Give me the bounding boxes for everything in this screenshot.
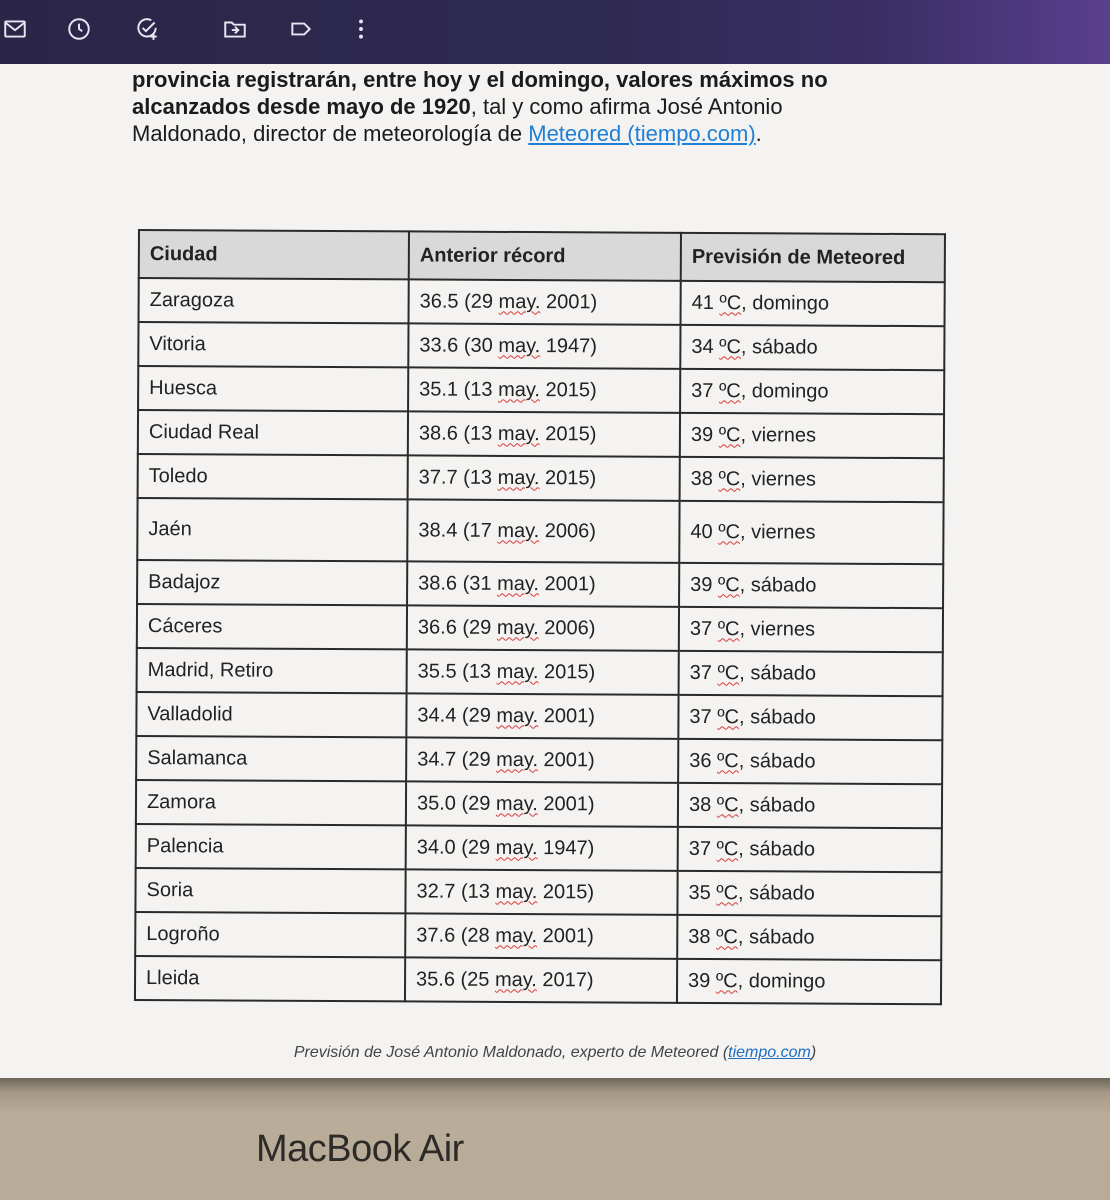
- label-icon[interactable]: [286, 14, 316, 44]
- cell-forecast: [680, 457, 944, 502]
- forecast-value: 37: [689, 617, 718, 640]
- forecast-day: , viernes: [740, 467, 816, 491]
- forecast-value: 38: [688, 793, 717, 816]
- city-name: Palencia: [146, 834, 224, 857]
- cell-record: [407, 499, 679, 562]
- record-year: 2006): [539, 519, 597, 542]
- cell-city: [137, 604, 407, 649]
- email-toolbar: [0, 0, 1110, 64]
- table-row: [136, 692, 942, 740]
- forecast-day: , sábado: [740, 335, 818, 359]
- cell-city: [138, 454, 408, 499]
- cell-record: [406, 825, 678, 870]
- city-name: Logroño: [146, 922, 220, 945]
- cell-record: [409, 279, 681, 324]
- forecast-unit: ºC: [716, 749, 739, 772]
- cell-city: [135, 956, 405, 1001]
- move-to-folder-icon[interactable]: [220, 14, 250, 44]
- table-row: [137, 604, 943, 652]
- record-value: 34.7 (29: [417, 747, 497, 771]
- table-row: [135, 912, 941, 960]
- table-row: [135, 868, 941, 916]
- intro-bold-line1: provincia registrarán, entre hoy y el domingo, valores máximos no: [132, 67, 828, 92]
- forecast-value: 37: [691, 379, 720, 402]
- table-row: [139, 278, 945, 326]
- laptop-bezel: [0, 1078, 1110, 1200]
- record-value: 35.5 (13: [417, 659, 497, 683]
- record-value: 38.6 (13: [418, 421, 498, 445]
- cell-forecast: [679, 563, 943, 608]
- city-name: Zaragoza: [149, 288, 235, 312]
- forecast-value: 37: [688, 837, 717, 860]
- cell-record: [405, 913, 677, 958]
- record-value: 32.7 (13: [416, 879, 496, 903]
- record-month: may.: [495, 880, 538, 903]
- cell-record: [406, 737, 678, 782]
- table-row: [136, 780, 942, 828]
- table-row: [138, 454, 944, 502]
- record-year: 2015): [539, 422, 597, 445]
- record-month: may.: [498, 334, 541, 357]
- record-value: 34.0 (29: [416, 835, 496, 859]
- record-year: 2001): [538, 572, 596, 595]
- record-year: 2006): [538, 616, 596, 639]
- record-month: may.: [497, 422, 540, 445]
- task-add-icon[interactable]: [132, 14, 162, 44]
- header-prevision: Previsión de Meteored: [681, 233, 945, 282]
- forecast-value: 37: [689, 705, 718, 728]
- record-year: 2015): [537, 880, 595, 903]
- cell-forecast: [677, 871, 941, 916]
- intro-paragraph: [132, 66, 932, 147]
- cell-forecast: [677, 915, 941, 960]
- forecast-unit: ºC: [718, 520, 741, 543]
- table-row: [137, 560, 943, 608]
- cell-city: [137, 560, 407, 605]
- forecast-unit: ºC: [716, 793, 739, 816]
- city-name: Salamanca: [147, 746, 248, 770]
- table-row: [138, 366, 944, 414]
- cell-city: [139, 278, 409, 323]
- cell-city: [138, 322, 408, 367]
- record-month: may.: [496, 704, 539, 727]
- forecast-unit: ºC: [717, 573, 740, 596]
- clock-icon[interactable]: [64, 14, 94, 44]
- city-name: Madrid, Retiro: [147, 658, 274, 682]
- record-value: 37.6 (28: [416, 923, 496, 947]
- forecast-day: , viernes: [740, 423, 817, 447]
- cell-city: [136, 780, 406, 825]
- forecast-unit: ºC: [718, 379, 741, 402]
- city-name: Vitoria: [149, 332, 206, 355]
- forecast-unit: ºC: [716, 837, 739, 860]
- record-year: 2015): [539, 378, 597, 401]
- cell-record: [408, 323, 680, 368]
- intro-line2-rest: , tal y como afirma José Antonio: [470, 94, 783, 119]
- cell-record: [406, 781, 678, 826]
- city-name: Ciudad Real: [148, 420, 260, 444]
- intro-bold-line2: alcanzados desde mayo de 1920: [132, 94, 471, 119]
- cell-forecast: [679, 651, 943, 696]
- cell-record: [407, 649, 679, 694]
- record-value: 36.6 (29: [417, 615, 497, 639]
- cell-record: [408, 455, 680, 500]
- forecast-value: 36: [689, 749, 718, 772]
- forecast-day: , sábado: [739, 661, 817, 685]
- city-name: Jaén: [148, 517, 192, 540]
- forecast-day: , sábado: [737, 925, 815, 949]
- forecast-day: , sábado: [738, 837, 816, 861]
- forecast-unit: ºC: [717, 617, 740, 640]
- record-month: may.: [496, 748, 539, 771]
- record-value: 35.0 (29: [416, 791, 497, 815]
- table-row: [135, 956, 941, 1004]
- table-header-row: [139, 230, 945, 282]
- forecast-value: 38: [690, 467, 719, 490]
- forecast-unit: ºC: [718, 423, 741, 446]
- forecast-day: , sábado: [738, 881, 815, 905]
- forecast-day: , viernes: [739, 520, 816, 544]
- cell-forecast: [678, 695, 942, 740]
- record-value: 38.4 (17: [418, 518, 498, 542]
- forecast-value: 35: [688, 881, 717, 904]
- cell-forecast: [678, 783, 942, 828]
- forecast-value: 39: [688, 969, 716, 992]
- forecast-unit: ºC: [717, 661, 740, 684]
- forecast-day: , domingo: [741, 291, 830, 315]
- table-row: [136, 736, 942, 784]
- forecast-unit: ºC: [719, 291, 742, 314]
- intro-line3: Maldonado, director de meteorología de: [132, 121, 529, 146]
- meteored-link[interactable]: Meteored (tiempo.com): [528, 121, 756, 146]
- record-value: 38.6 (31: [418, 571, 498, 595]
- forecast-value: 40: [690, 520, 719, 543]
- cell-forecast: [678, 827, 942, 872]
- cell-city: [138, 410, 408, 455]
- cell-city: [136, 736, 406, 781]
- cell-city: [136, 692, 406, 737]
- cell-record: [405, 957, 677, 1002]
- forecast-day: , sábado: [739, 573, 817, 597]
- city-name: Valladolid: [147, 702, 233, 726]
- intro-period: .: [755, 121, 762, 146]
- cell-forecast: [681, 281, 945, 326]
- cell-record: [405, 869, 677, 914]
- record-year: 2001): [537, 924, 594, 947]
- table-row: [136, 824, 942, 872]
- record-year: 1947): [537, 836, 595, 859]
- record-month: may.: [496, 660, 539, 683]
- record-year: 2015): [538, 660, 596, 683]
- city-name: Cáceres: [147, 614, 223, 637]
- record-month: may.: [497, 466, 540, 489]
- forecast-unit: ºC: [718, 467, 741, 490]
- forecast-value: 37: [689, 661, 718, 684]
- email-body: [0, 64, 1110, 1078]
- header-ciudad: Ciudad: [139, 230, 409, 279]
- record-value: 34.4 (29: [417, 703, 497, 727]
- table-caption: [0, 1044, 1110, 1062]
- cell-city: [135, 868, 405, 913]
- city-name: Badajoz: [148, 570, 221, 593]
- record-year: 1947): [540, 334, 597, 357]
- record-year: 2001): [540, 290, 598, 313]
- cell-forecast: [680, 369, 944, 414]
- city-name: Toledo: [148, 464, 208, 487]
- cell-forecast: [680, 325, 944, 370]
- record-month: may.: [495, 792, 538, 815]
- cell-record: [407, 561, 679, 606]
- table-row: [138, 322, 944, 370]
- forecast-value: 39: [690, 423, 719, 446]
- city-name: Huesca: [149, 376, 218, 399]
- cell-forecast: [677, 959, 941, 1004]
- cell-city: [136, 824, 406, 869]
- forecast-day: , sábado: [738, 749, 816, 773]
- record-value: 36.5 (29: [419, 289, 499, 313]
- cell-city: [137, 498, 407, 561]
- header-anterior-record: Anterior récord: [409, 231, 681, 280]
- cell-forecast: [679, 501, 943, 564]
- cell-record: [408, 367, 680, 412]
- record-month: may.: [496, 616, 539, 639]
- forecast-value: 34: [691, 335, 720, 358]
- table-row: [137, 498, 943, 564]
- record-value: 35.6 (25: [416, 967, 496, 991]
- record-month: may.: [494, 968, 537, 991]
- record-year: 2001): [537, 748, 595, 771]
- record-year: 2001): [537, 792, 595, 815]
- forecast-value: 39: [690, 573, 719, 596]
- caption-link[interactable]: tiempo.com: [728, 1044, 811, 1061]
- forecast-day: , viernes: [739, 617, 816, 641]
- record-value: 37.7 (13: [418, 465, 498, 489]
- mail-icon[interactable]: [0, 14, 30, 44]
- city-name: Zamora: [146, 790, 216, 813]
- table-row: [138, 410, 944, 458]
- forecast-day: , domingo: [737, 969, 826, 993]
- brand-logo: MacBook Air: [256, 1128, 464, 1170]
- cell-forecast: [680, 413, 944, 458]
- forecast-unit: ºC: [716, 881, 739, 904]
- record-month: may.: [495, 836, 538, 859]
- forecast-day: , sábado: [738, 705, 816, 729]
- caption-end: ): [810, 1044, 817, 1061]
- cell-record: [408, 411, 680, 456]
- record-year: 2001): [538, 704, 596, 727]
- city-name: Lleida: [146, 966, 200, 989]
- forecast-value: 41: [691, 291, 720, 314]
- cell-record: [407, 605, 679, 650]
- more-vert-icon[interactable]: [346, 14, 376, 44]
- records-table: [134, 229, 946, 1005]
- forecast-unit: ºC: [719, 335, 742, 358]
- cell-forecast: [679, 607, 943, 652]
- forecast-unit: ºC: [716, 925, 738, 948]
- forecast-value: 38: [688, 925, 717, 948]
- record-month: may.: [498, 290, 541, 313]
- forecast-day: , domingo: [740, 379, 829, 403]
- cell-city: [138, 366, 408, 411]
- record-month: may.: [497, 572, 540, 595]
- caption-text: Previsión de José Antonio Maldonado, experto de Meteored (: [293, 1044, 729, 1061]
- cell-city: [135, 912, 405, 957]
- record-value: 33.6 (30: [419, 333, 499, 357]
- record-month: may.: [498, 378, 541, 401]
- forecast-unit: ºC: [717, 705, 740, 728]
- record-month: may.: [495, 924, 538, 947]
- cell-record: [406, 693, 678, 738]
- city-name: Soria: [146, 878, 194, 901]
- record-month: may.: [497, 519, 540, 542]
- forecast-unit: ºC: [715, 969, 738, 992]
- record-year: 2017): [536, 968, 594, 991]
- cell-city: [137, 648, 407, 693]
- record-value: 35.1 (13: [419, 377, 499, 401]
- forecast-day: , sábado: [738, 793, 816, 817]
- record-year: 2015): [539, 466, 597, 489]
- cell-forecast: [678, 739, 942, 784]
- table-row: [137, 648, 943, 696]
